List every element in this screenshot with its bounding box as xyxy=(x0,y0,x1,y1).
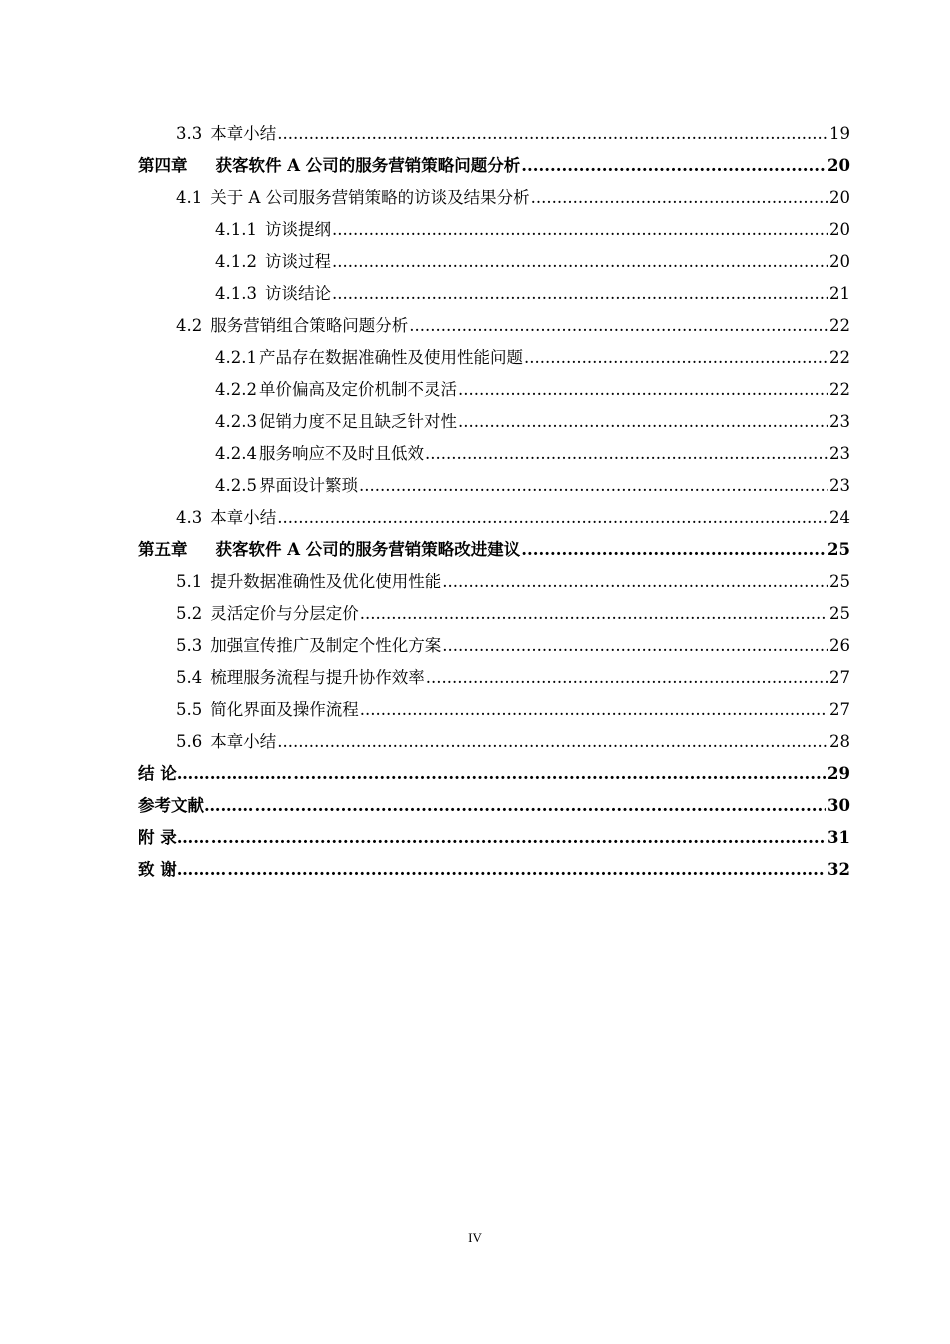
toc-dot-leader xyxy=(360,598,828,630)
toc-entry-page: 23 xyxy=(829,476,850,495)
toc-entry[interactable] xyxy=(138,630,850,662)
table-of-contents xyxy=(138,118,850,886)
toc-entry-title: 本章小结 xyxy=(210,508,277,527)
toc-entry-page: 27 xyxy=(829,700,850,719)
toc-entry-page: 22 xyxy=(829,380,850,399)
toc-entry-title: 本章小结 xyxy=(210,732,277,751)
toc-entry-number: 4.1.2 xyxy=(215,252,257,271)
toc-dot-leader xyxy=(521,150,826,182)
toc-dot-leader xyxy=(442,630,828,662)
toc-entry-title: 服务响应不及时且低效 xyxy=(258,444,424,463)
toc-entry[interactable] xyxy=(138,214,850,246)
toc-entry[interactable] xyxy=(138,502,850,534)
toc-entry-title: 访谈过程 xyxy=(264,252,331,271)
toc-entry-number: 4.3 xyxy=(176,508,203,527)
toc-entry-number: 5.1 xyxy=(176,572,203,591)
toc-entry-number: 5.6 xyxy=(176,732,203,751)
toc-entry-page: 23 xyxy=(829,412,850,431)
toc-entry-number: 第五章 xyxy=(138,540,188,559)
page-number: IV xyxy=(468,1230,482,1245)
toc-entry[interactable] xyxy=(138,726,850,758)
toc-entry[interactable] xyxy=(138,662,850,694)
toc-entry[interactable] xyxy=(138,182,850,214)
toc-entry-title: 界面设计繁琐 xyxy=(258,476,358,495)
toc-entry[interactable] xyxy=(138,566,850,598)
toc-entry-number: 5.4 xyxy=(176,668,203,687)
toc-entry-number: 4.2 xyxy=(176,316,203,335)
toc-entry[interactable] xyxy=(138,406,850,438)
toc-entry-title: 访谈提纲 xyxy=(264,220,331,239)
toc-entry[interactable] xyxy=(138,438,850,470)
toc-dot-leader xyxy=(524,342,828,374)
toc-entry-page: 28 xyxy=(829,732,850,751)
toc-dot-leader xyxy=(521,534,826,566)
toc-entry[interactable] xyxy=(138,374,850,406)
toc-entry[interactable] xyxy=(138,694,850,726)
toc-entry-title: 提升数据准确性及优化使用性能 xyxy=(210,572,442,591)
toc-entry-page: 22 xyxy=(829,316,850,335)
toc-entry-page: 25 xyxy=(829,604,850,623)
toc-dot-leader xyxy=(277,118,828,150)
toc-entry-number: 4.1 xyxy=(176,188,203,207)
toc-entry-page: 20 xyxy=(829,252,850,271)
toc-entry-title: 获客软件 A 公司的服务营销策略改进建议 xyxy=(215,540,521,559)
toc-entry[interactable] xyxy=(138,758,850,790)
toc-dot-leader xyxy=(332,246,828,278)
toc-dot-leader xyxy=(442,566,828,598)
toc-entry-title: 服务营销组合策略问题分析 xyxy=(210,316,409,335)
toc-dot-leader xyxy=(211,822,826,854)
toc-entry-title: 产品存在数据准确性及使用性能问题 xyxy=(258,348,523,367)
toc-entry-page: 27 xyxy=(829,668,850,687)
toc-entry-number: 4.2.2 xyxy=(215,380,257,399)
toc-dot-leader xyxy=(425,438,828,470)
toc-dot-leader xyxy=(227,854,826,886)
toc-dot-leader xyxy=(426,662,828,694)
toc-entry-title: 附 录…… xyxy=(138,828,210,847)
toc-entry-page: 26 xyxy=(829,636,850,655)
toc-entry-title: 获客软件 A 公司的服务营销策略问题分析 xyxy=(215,156,521,175)
toc-entry-page: 20 xyxy=(827,156,850,175)
toc-entry-title: 简化界面及操作流程 xyxy=(210,700,359,719)
toc-entry-page: 24 xyxy=(829,508,850,527)
toc-dot-leader xyxy=(359,470,828,502)
toc-entry[interactable] xyxy=(138,310,850,342)
toc-dot-leader xyxy=(531,182,828,214)
toc-entry-number: 4.2.3 xyxy=(215,412,257,431)
toc-entry-number: 4.2.4 xyxy=(215,444,257,463)
toc-entry-page: 20 xyxy=(829,188,850,207)
toc-entry-title: 关于 A 公司服务营销策略的访谈及结果分析 xyxy=(210,188,530,207)
toc-entry-number: 第四章 xyxy=(138,156,188,175)
toc-entry-number: 4.2.5 xyxy=(215,476,257,495)
toc-entry-title: 促销力度不足且缺乏针对性 xyxy=(258,412,457,431)
toc-entry-title: 参考文献……… xyxy=(138,796,254,815)
toc-entry-title: 访谈结论 xyxy=(264,284,331,303)
toc-entry[interactable] xyxy=(138,278,850,310)
toc-entry-title: 灵活定价与分层定价 xyxy=(210,604,359,623)
toc-dot-leader xyxy=(458,406,828,438)
toc-entry-page: 31 xyxy=(827,828,850,847)
toc-entry-page: 29 xyxy=(827,764,850,783)
toc-entry-number: 5.2 xyxy=(176,604,203,623)
toc-entry-page: 22 xyxy=(829,348,850,367)
toc-entry-title: 致 谢……… xyxy=(138,860,227,879)
toc-entry[interactable] xyxy=(138,854,850,886)
toc-entry[interactable] xyxy=(138,150,850,182)
toc-dot-leader xyxy=(458,374,828,406)
toc-entry[interactable] xyxy=(138,822,850,854)
toc-entry-page: 30 xyxy=(827,796,850,815)
toc-entry-title: 单价偏高及定价机制不灵活 xyxy=(258,380,457,399)
toc-dot-leader xyxy=(277,726,828,758)
toc-entry-number: 4.2.1 xyxy=(215,348,257,367)
toc-dot-leader xyxy=(360,694,828,726)
toc-entry-title: 本章小结 xyxy=(210,124,277,143)
toc-entry[interactable] xyxy=(138,118,850,150)
toc-dot-leader xyxy=(277,502,828,534)
toc-dot-leader xyxy=(332,278,828,310)
toc-entry-page: 23 xyxy=(829,444,850,463)
toc-entry[interactable] xyxy=(138,598,850,630)
toc-entry[interactable] xyxy=(138,470,850,502)
toc-entry-title: 加强宣传推广及制定个性化方案 xyxy=(210,636,442,655)
toc-entry-title: 梳理服务流程与提升协作效率 xyxy=(210,668,425,687)
toc-entry-number: 4.1.1 xyxy=(215,220,257,239)
toc-entry-title: 结 论………………… xyxy=(138,764,293,783)
toc-entry-page: 25 xyxy=(827,540,850,559)
toc-entry[interactable] xyxy=(138,790,850,822)
toc-entry[interactable] xyxy=(138,342,850,374)
toc-entry[interactable] xyxy=(138,534,850,566)
toc-entry-number: 5.3 xyxy=(176,636,203,655)
toc-entry[interactable] xyxy=(138,246,850,278)
toc-dot-leader xyxy=(332,214,828,246)
toc-entry-page: 19 xyxy=(829,124,850,143)
toc-dot-leader xyxy=(293,758,826,790)
toc-entry-page: 21 xyxy=(829,284,850,303)
toc-dot-leader xyxy=(409,310,828,342)
toc-dot-leader xyxy=(255,790,827,822)
toc-entry-page: 20 xyxy=(829,220,850,239)
toc-entry-page: 32 xyxy=(827,860,850,879)
toc-entry-number: 4.1.3 xyxy=(215,284,257,303)
toc-entry-page: 25 xyxy=(829,572,850,591)
toc-entry-number: 3.3 xyxy=(176,124,203,143)
toc-entry-number: 5.5 xyxy=(176,700,203,719)
